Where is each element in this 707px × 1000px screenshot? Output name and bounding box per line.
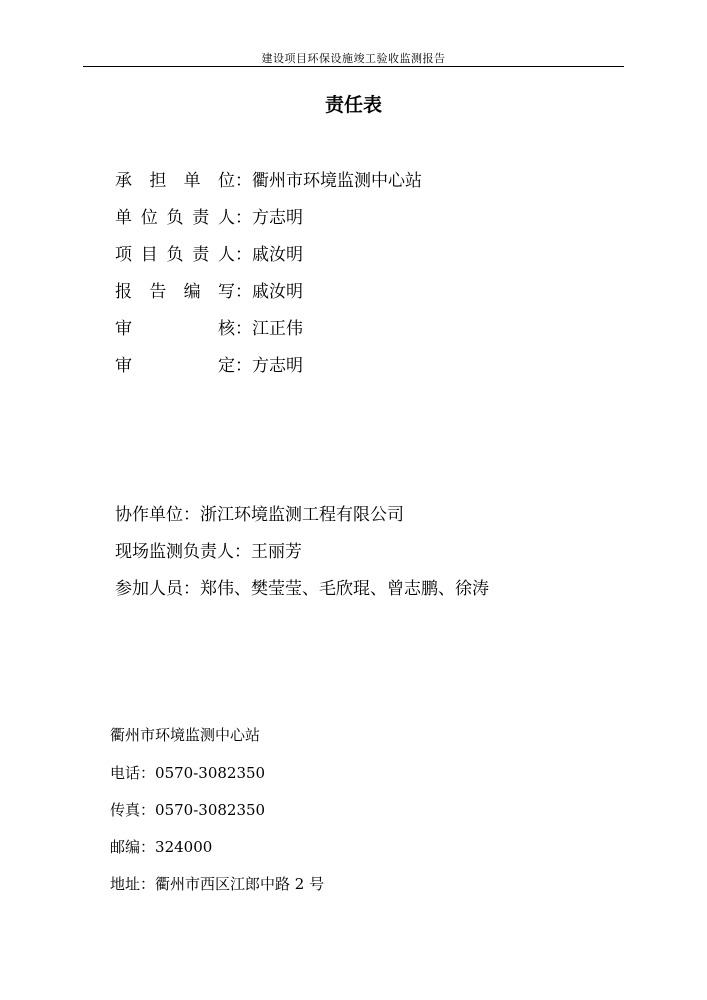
cooperation-unit-row	[115, 500, 404, 525]
responsibility-row-project-head	[115, 240, 303, 265]
page-title: 责任表	[324, 94, 382, 116]
colon: ：	[140, 875, 156, 893]
colon: ：	[183, 579, 200, 599]
header-divider	[83, 66, 624, 67]
responsibility-row-unit-head	[115, 203, 303, 228]
contact-address-row	[110, 873, 324, 894]
colon: ：	[235, 356, 252, 376]
contact-phone-row	[110, 762, 265, 783]
colon: ：	[235, 319, 252, 339]
running-header: 建设项目环保设施竣工验收监测报告	[261, 52, 446, 65]
responsibility-value: 方志明	[252, 208, 303, 228]
phone-label: 电话	[110, 764, 141, 782]
responsibility-row-reviewer	[115, 314, 303, 339]
onsite-head-label: 现场监测负责人	[115, 542, 234, 562]
colon: ：	[140, 764, 156, 782]
phone-value: 0570-3082350	[155, 764, 266, 782]
participants-value: 郑伟、樊莹莹、毛欣琨、曾志鹏、徐涛	[200, 579, 489, 599]
fax-label: 传真	[110, 801, 141, 819]
colon: ：	[235, 208, 252, 228]
cooperation-unit-value: 浙江环境监测工程有限公司	[200, 505, 404, 525]
colon: ：	[235, 245, 252, 265]
colon: ：	[140, 838, 156, 856]
responsibility-label: 承担单位	[115, 171, 235, 191]
fax-value: 0570-3082350	[155, 801, 266, 819]
participants-row	[115, 574, 489, 599]
responsibility-value: 戚汝明	[252, 245, 303, 265]
postcode-value: 324000	[155, 838, 213, 856]
responsibility-label: 审定	[115, 356, 235, 376]
responsibility-value: 戚汝明	[252, 282, 303, 302]
responsibility-label: 项目负责人	[115, 245, 235, 265]
responsibility-row-report-author	[115, 277, 303, 302]
onsite-head-value: 王丽芳	[251, 542, 302, 562]
responsibility-label: 审核	[115, 319, 235, 339]
colon: ：	[234, 542, 251, 562]
postcode-label: 邮编	[110, 838, 141, 856]
responsibility-label: 单位负责人	[115, 208, 235, 228]
responsibility-row-undertaking-unit	[115, 166, 422, 191]
colon: ：	[235, 282, 252, 302]
responsibility-value: 衢州市环境监测中心站	[252, 171, 422, 191]
contact-fax-row	[110, 799, 265, 820]
responsibility-row-approver	[115, 351, 303, 376]
colon: ：	[183, 505, 200, 525]
colon: ：	[140, 801, 156, 819]
onsite-monitoring-head-row	[115, 537, 302, 562]
address-label: 地址	[110, 875, 141, 893]
address-value: 衢州市西区江郎中路 2 号	[155, 875, 325, 893]
responsibility-value: 方志明	[252, 356, 303, 376]
cooperation-unit-label: 协作单位	[115, 505, 183, 525]
colon: ：	[235, 171, 252, 191]
responsibility-value: 江正伟	[252, 319, 303, 339]
participants-label: 参加人员	[115, 579, 183, 599]
responsibility-label: 报告编写	[115, 282, 235, 302]
contact-org: 衢州市环境监测中心站	[110, 726, 261, 744]
contact-postcode-row	[110, 836, 212, 857]
